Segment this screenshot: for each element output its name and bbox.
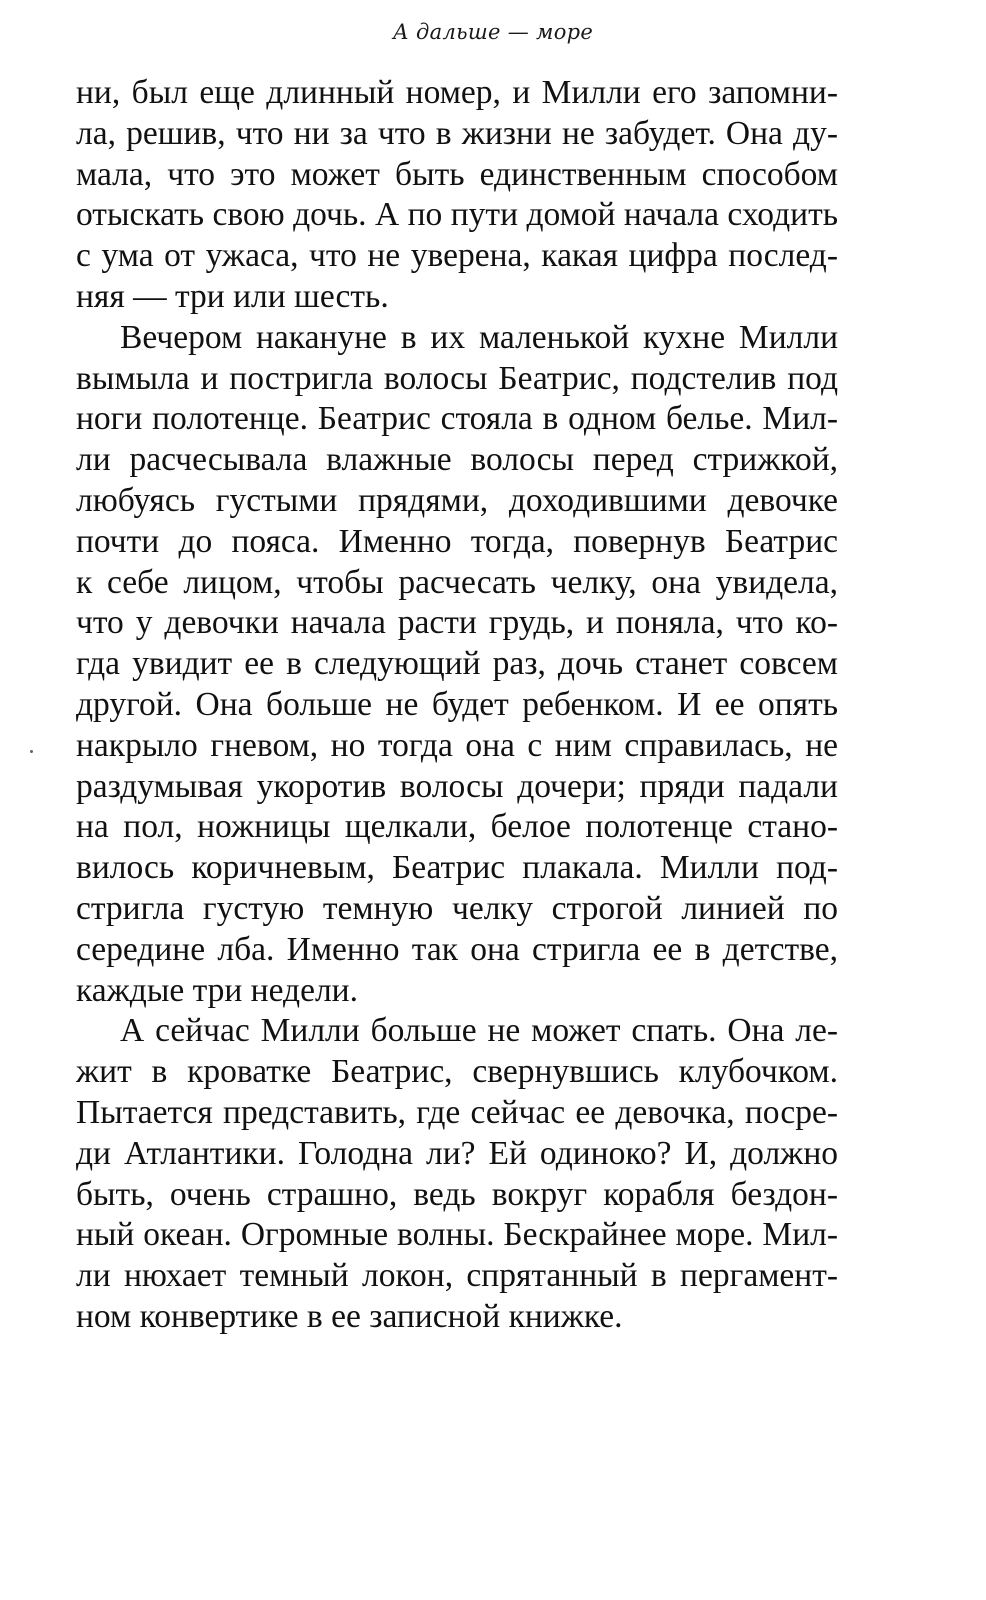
text-line: накрыло гневом, но тогда она с ним справилась, не xyxy=(76,726,838,764)
text-line: отыскать свою дочь. А по пути домой начала сходить xyxy=(76,196,838,234)
text-line: стригла густую темную челку строгой линией по xyxy=(76,889,838,927)
text-line: почти до пояса. Именно тогда, повернув Беатрис xyxy=(76,522,838,560)
text-line: быть, очень страшно, ведь вокруг корабля бездон- xyxy=(76,1175,838,1213)
text-line: любуясь густыми прядями, доходившими девочке xyxy=(76,481,838,519)
text-line: раздумывая укоротив волосы дочери; пряди падали xyxy=(76,767,838,805)
text-line: к себе лицом, чтобы расчесать челку, она увидела, xyxy=(76,563,838,601)
text-line: ный океан. Огромные волны. Бескрайнее море. Мил- xyxy=(76,1216,838,1254)
text-line: ли нюхает темный локон, спрятанный в пергамент- xyxy=(76,1257,838,1295)
text-line: ди Атлантики. Голодна ли? Ей одиноко? И, должно xyxy=(76,1134,838,1172)
text-line: ла, решив, что ни за что в жизни не забудет. Она ду- xyxy=(76,114,838,152)
paragraph xyxy=(76,318,838,1012)
text-line: ноги полотенце. Беатрис стояла в одном белье. Мил- xyxy=(76,400,838,438)
text-line: гда увидит ее в следующий раз, дочь станет совсем xyxy=(76,645,838,683)
running-head: А дальше — море xyxy=(392,20,594,44)
paragraph xyxy=(76,1011,838,1337)
text-line: каждые три недели. xyxy=(76,971,358,1009)
text-line: другой. Она больше не будет ребенком. И ее опять xyxy=(76,685,838,723)
scan-speck xyxy=(30,750,33,753)
text-line: на пол, ножницы щелкали, белое полотенце стано- xyxy=(76,808,838,846)
text-line: вымыла и постригла волосы Беатрис, подстелив под xyxy=(76,359,838,397)
text-line: с ума от ужаса, что не уверена, какая цифра послед- xyxy=(76,237,838,275)
text-line: жит в кроватке Беатрис, свернувшись клубочком. xyxy=(76,1053,838,1091)
text-line: середине лба. Именно так она стригла ее в детстве, xyxy=(76,930,838,968)
text-line: Пытается представить, где сейчас ее девочка, посре- xyxy=(76,1093,838,1131)
text-line: няя — три или шесть. xyxy=(76,277,389,315)
text-line: А сейчас Милли больше не может спать. Она ле- xyxy=(120,1012,838,1050)
text-line: ни, был еще длинный номер, и Милли его запомни- xyxy=(76,74,838,111)
text-line: ном конвертике в ее записной книжке. xyxy=(76,1297,623,1335)
paragraph xyxy=(76,73,838,318)
text-line: что у девочки начала расти грудь, и поняла, что ко- xyxy=(76,604,838,642)
text-line: ли расчесывала влажные волосы перед стрижкой, xyxy=(76,441,838,479)
text-line: Вечером накануне в их маленькой кухне Милли xyxy=(120,318,838,356)
text-line: мала, что это может быть единственным способом xyxy=(76,155,838,193)
body-text xyxy=(76,73,838,1338)
text-line: вилось коричневым, Беатрис плакала. Милли под- xyxy=(76,849,838,887)
